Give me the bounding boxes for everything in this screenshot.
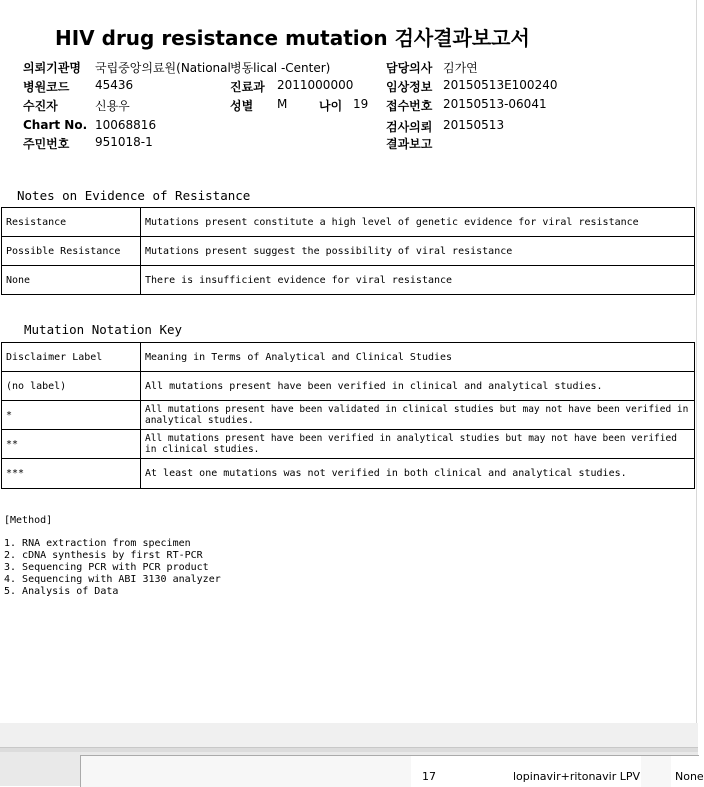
method-step: 5. Analysis of Data <box>4 586 119 597</box>
hospital-code-label: 병원코드 <box>23 80 70 94</box>
chart-no-label: Chart No. <box>23 118 88 132</box>
notation-text: Meaning in Terms of Analytical and Clinical Studies <box>141 343 695 372</box>
notation-label: * <box>2 401 141 430</box>
notation-row <box>2 343 695 372</box>
method-step: 3. Sequencing PCR with PCR product <box>4 562 209 573</box>
dept-label: 진료과 <box>230 80 265 94</box>
institution-label: 의뢰기관명 <box>23 61 81 75</box>
grid-cell-result[interactable]: None <box>675 770 704 783</box>
request-value: 20150513 <box>443 118 505 132</box>
notation-row <box>2 459 695 489</box>
method-step: 1. RNA extraction from specimen <box>4 538 191 549</box>
evidence-row <box>2 237 695 266</box>
evidence-row <box>2 266 695 295</box>
clinical-label: 임상정보 <box>386 80 433 94</box>
notation-section-title: Mutation Notation Key <box>24 322 183 337</box>
results-grid-pane <box>0 752 704 786</box>
evidence-label: Resistance <box>2 208 141 237</box>
notation-label: Disclaimer Label <box>2 343 141 372</box>
clinical-value: 20150513E100240 <box>443 78 558 92</box>
evidence-section-title: Notes on Evidence of Resistance <box>17 188 251 203</box>
method-title: [Method] <box>4 515 53 526</box>
evidence-row <box>2 208 695 237</box>
notation-row <box>2 401 695 430</box>
receipt-label: 접수번호 <box>386 99 433 113</box>
notation-label: (no label) <box>2 372 141 401</box>
grid-divider <box>641 756 671 787</box>
age-label: 나이 <box>319 99 343 113</box>
grid-cell-drug[interactable]: lopinavir+ritonavir LPV <box>513 770 641 783</box>
report-title: HIV drug resistance mutation 검사결과보고서 <box>55 26 530 50</box>
request-label: 검사의뢰 <box>386 120 433 134</box>
result-label: 결과보고 <box>386 137 433 151</box>
chart-no-value: 10068816 <box>95 118 157 132</box>
sex-value: M <box>277 97 288 111</box>
notation-text: All mutations present have been verified in clinical and analytical studies. <box>141 372 695 401</box>
institution-overlap-text: 병동lical -Center) <box>230 61 331 75</box>
dept-value: 2011000000 <box>277 78 354 92</box>
doctor-label: 담당의사 <box>386 61 433 75</box>
patient-label: 수진자 <box>23 99 58 113</box>
receipt-value: 20150513-06041 <box>443 97 547 111</box>
results-grid[interactable] <box>80 755 704 787</box>
patient-value: 신용우 <box>95 99 130 113</box>
notation-row <box>2 430 695 459</box>
grid-cell-number[interactable]: 17 <box>422 770 436 783</box>
notation-row <box>2 372 695 401</box>
hospital-code-value: 45436 <box>95 78 134 92</box>
grid-empty-area <box>81 756 411 787</box>
method-step: 2. cDNA synthesis by first RT-PCR <box>4 550 203 561</box>
evidence-text: Mutations present suggest the possibility of viral resistance <box>141 237 695 266</box>
doctor-value: 김가연 <box>443 61 478 75</box>
evidence-table <box>1 207 695 295</box>
evidence-text: Mutations present constitute a high level of genetic evidence for viral resistance <box>141 208 695 237</box>
institution-value: 국립중앙의료원(National <box>95 61 231 75</box>
evidence-label: Possible Resistance <box>2 237 141 266</box>
notation-text: All mutations present have been verified in analytical studies but may not have been verified in clinical studies. <box>141 430 695 459</box>
evidence-text: There is insufficient evidence for viral resistance <box>141 266 695 295</box>
id-label: 주민번호 <box>23 137 70 151</box>
notation-table <box>1 342 695 489</box>
age-value: 19 <box>353 97 369 111</box>
sex-label: 성별 <box>230 99 254 113</box>
evidence-label: None <box>2 266 141 295</box>
notation-text: At least one mutations was not verified in both clinical and analytical studies. <box>141 459 695 489</box>
id-value: 951018-1 <box>95 135 153 149</box>
method-step: 4. Sequencing with ABI 3130 analyzer <box>4 574 221 585</box>
notation-text: All mutations present have been validated in clinical studies but may not have been verified in analytical studies. <box>141 401 695 430</box>
notation-label: ** <box>2 430 141 459</box>
notation-label: *** <box>2 459 141 489</box>
